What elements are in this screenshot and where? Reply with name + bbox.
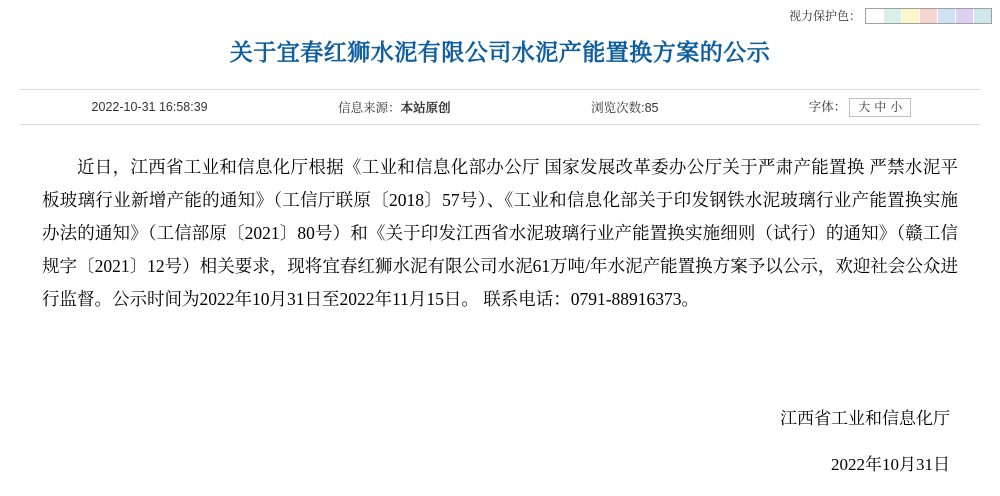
swatch-green[interactable] — [884, 9, 902, 23]
signature-organization: 江西省工业和信息化厅 — [780, 409, 950, 428]
font-size-large[interactable]: 大 — [858, 100, 871, 114]
font-size-small[interactable]: 小 — [890, 100, 903, 114]
info-source-value: 本站原创 — [400, 101, 451, 115]
font-size-medium[interactable]: 中 — [874, 100, 887, 114]
swatch-white[interactable] — [866, 9, 884, 23]
view-count-label: 浏览次数: — [591, 101, 645, 115]
swatch-purple[interactable] — [956, 9, 974, 23]
eye-protection-label: 视力保护色： — [788, 9, 861, 23]
font-size-controls[interactable] — [740, 97, 980, 117]
info-source — [279, 98, 509, 116]
swatch-cyan[interactable] — [974, 9, 991, 23]
view-count — [510, 98, 740, 116]
article-body — [42, 151, 958, 316]
eye-protection-bar — [789, 8, 992, 24]
font-size-box[interactable] — [849, 98, 911, 117]
signature-block — [780, 404, 950, 474]
page-title: 关于宜春红狮水泥有限公司水泥产能置换方案的公示 — [229, 40, 771, 65]
font-size-label: 字体： — [808, 100, 847, 114]
eye-protection-swatches[interactable] — [865, 8, 992, 24]
article-meta-bar — [20, 89, 980, 125]
view-count-value: 85 — [644, 101, 659, 115]
signature-date: 2022年10月31日 — [831, 455, 950, 474]
swatch-pink[interactable] — [920, 9, 938, 23]
article-paragraph: 近日，江西省工业和信息化厅根据《工业和信息化部办公厅 国家发展改革委办公厅关于严肃产能置换 严禁水泥平板玻璃行业新增产能的通知》（工信厅联原〔2018〕57号）、《工业和信息化部关于印发钢铁水泥玻璃行业产能置换实施办法的通知》（工信部原〔2021〕80号）和《关于印发江西省水泥玻璃行业产能置换实施细则（试行）的通知》（赣工信规字〔2021〕12号）相关要求，现将宜春红狮水泥有限公司水泥61万吨/年水泥产能置换方案予以公示，欢迎社会公众进行监督。公示时间为2022年10月31日至2022年11月15日。 联系电话：0791-88916373。 — [42, 157, 958, 309]
publish-datetime: 2022-10-31 16:58:39 — [91, 100, 208, 114]
info-source-label: 信息来源： — [338, 101, 401, 115]
swatch-yellow[interactable] — [902, 9, 920, 23]
swatch-blue[interactable] — [938, 9, 956, 23]
